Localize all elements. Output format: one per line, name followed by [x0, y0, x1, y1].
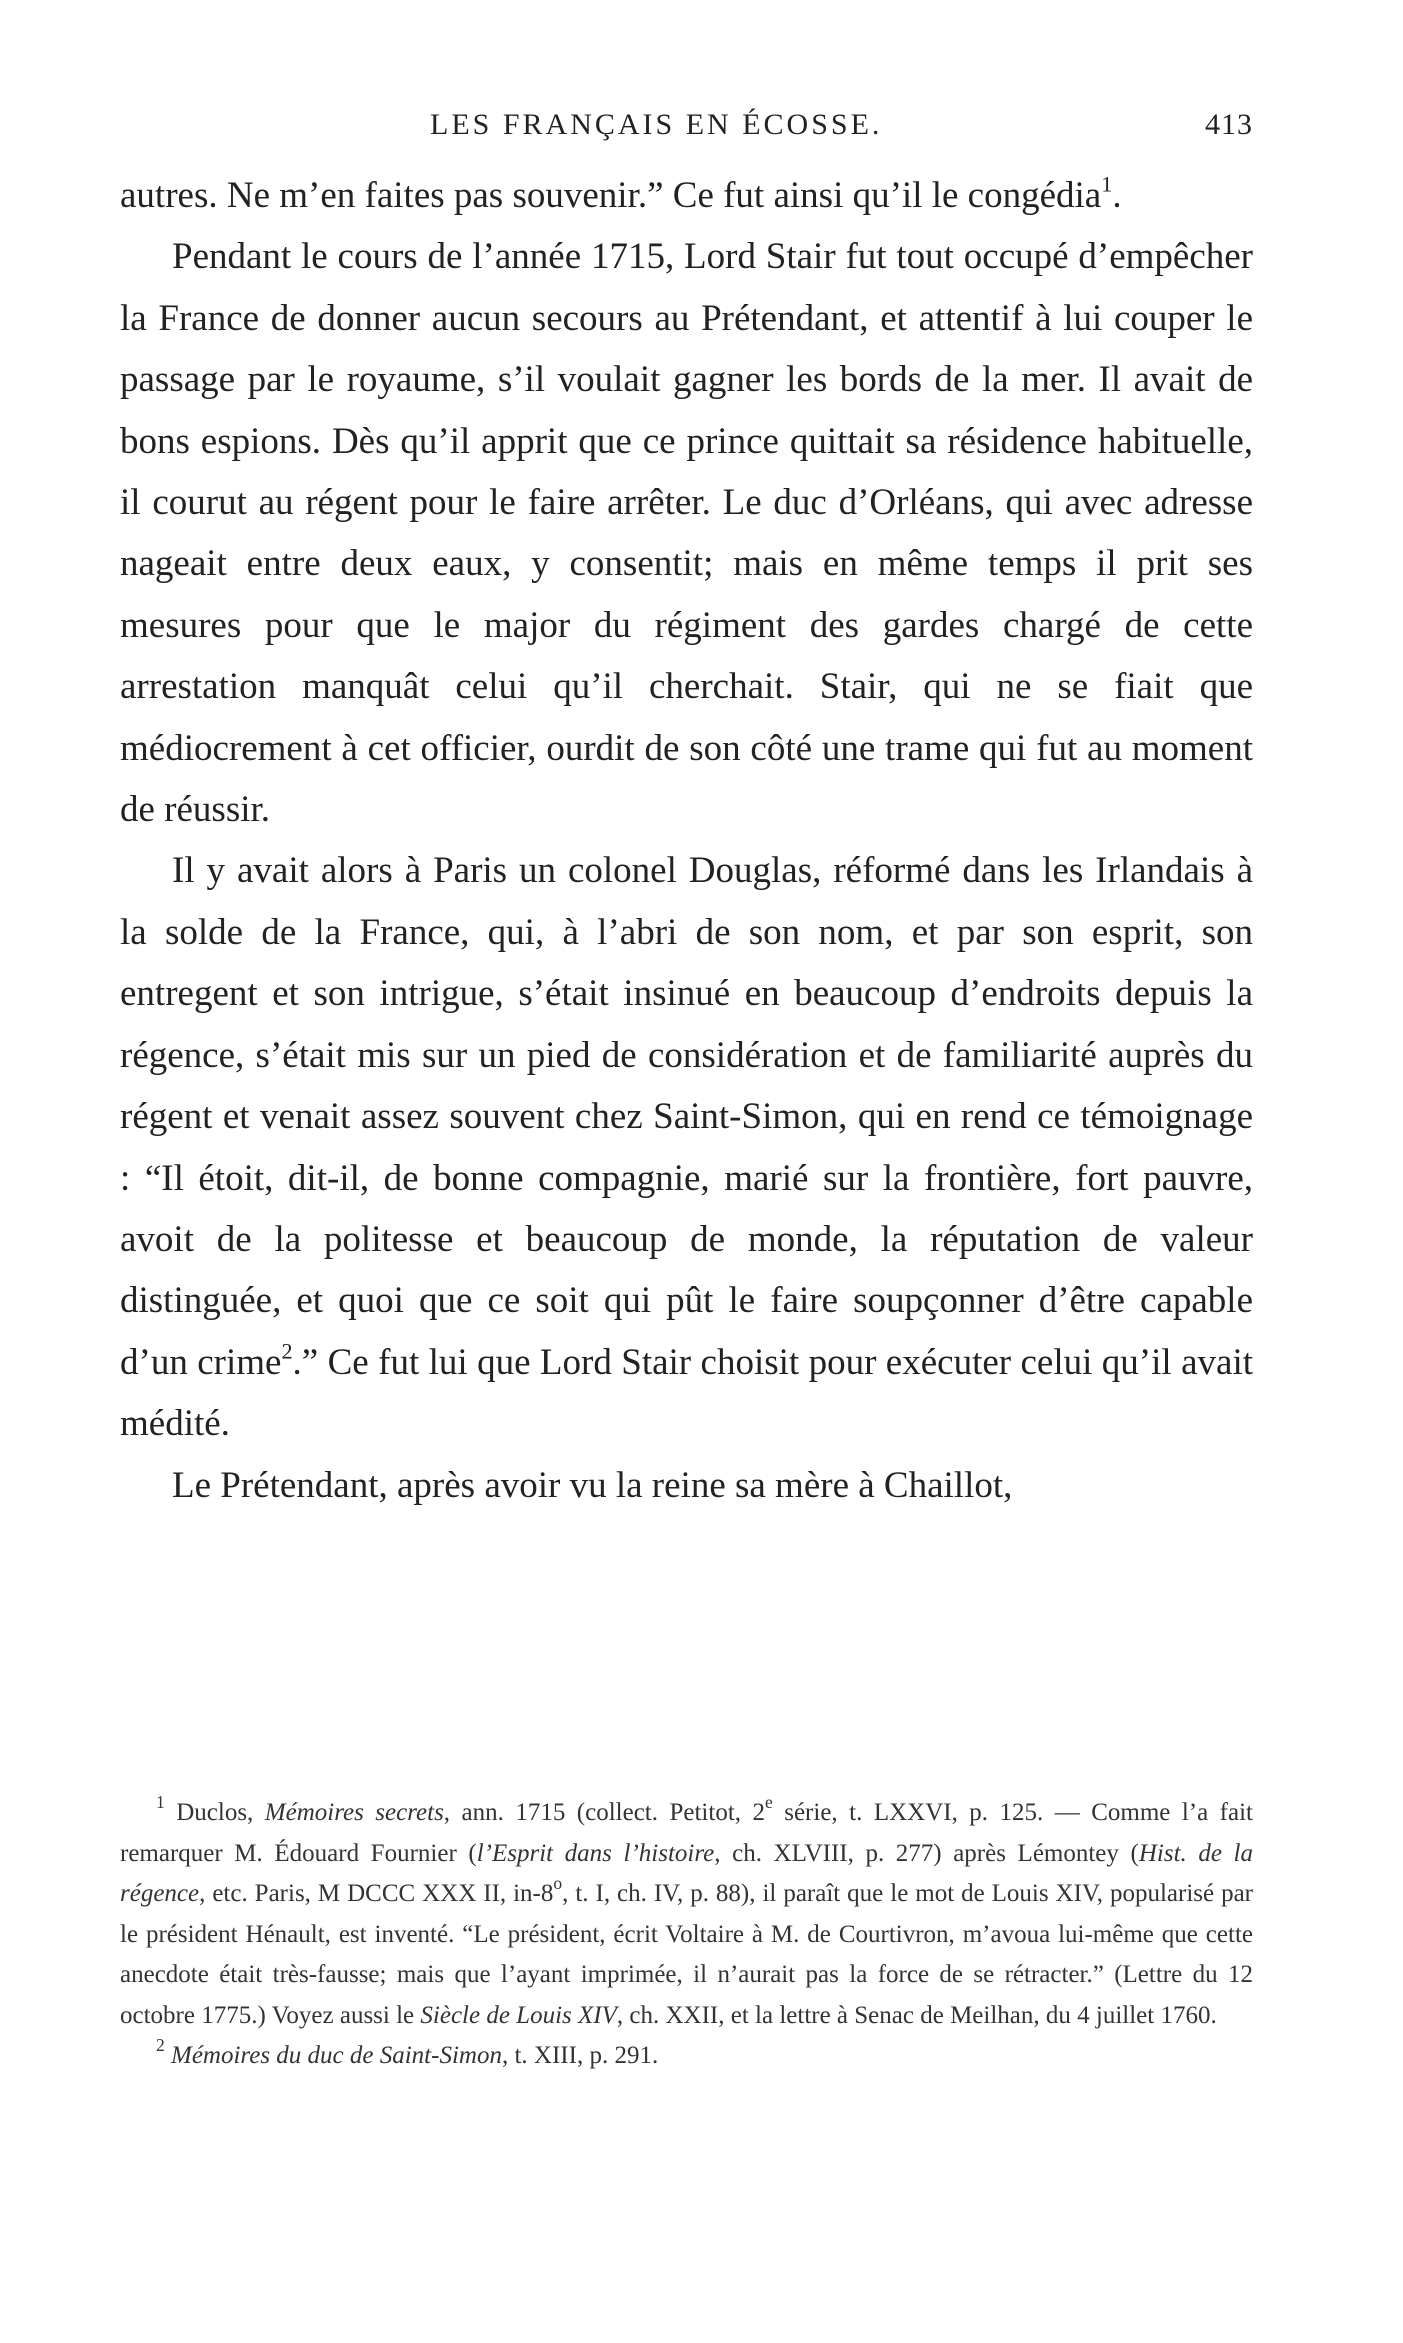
paragraph: Il y avait alors à Paris un colonel Douglas, réformé dans les Irlandais à la solde de la France, qui, à l’abri de son nom, et par son esprit, son entregent et son intrigue, s’était insinué en beaucoup d’endroits depuis la régence, s’était mis sur un pied de considération et de familiarité auprès du régent et venait assez souvent chez Saint-Simon, qui en rend ce témoignage : “Il étoit, dit-il, de bonne compagnie, marié sur la frontière, fort pauvre, avoit de la politesse et beaucoup de monde, la réputation de valeur distinguée, et quoi que ce soit qui pût le faire soupçonner d’être capable d’un crime$^2$.” Ce fut lui que Lord Stair choisit pour exécuter celui qu’il avait médité. — [120, 850, 1254, 1445]
paragraph-continued: autres. Ne m’en faites pas souvenir.” Ce fut ainsi qu’il le congédia$^1$. — [120, 171, 1122, 216]
footnote-ref-2: 2 — [281, 1338, 293, 1364]
paragraph: Pendant le cours de l’année 1715, Lord Stair fut tout occupé d’empêcher la France de donner aucun secours au Prétendant, et attentif à lui couper le passage par le royaume, s’il voulait gagner les bords de la mer. Il avait de bons espions. Dès qu’il apprit que ce prince quittait sa résidence habituelle, il courut au régent pour le faire arrêter. Le duc d’Orléans, qui avec adresse nageait entre deux eaux, y consentit; mais en même temps il prit ses mesures pour que le major du régiment des gardes chargé de cette arrestation manquât celui qu’il cherchait. Stair, qui ne se fiait que médiocrement à cet officier, ourdit de son côté une trame qui fut au moment de réussir. — [120, 236, 1253, 831]
page-number: 413 — [1205, 108, 1253, 141]
footnote-ref-1: 1 — [1101, 171, 1113, 197]
footnote-1: $^1$ Duclos, Mémoires secrets, ann. 1715 (collect. Petitot, 2e série, t. LXXVI, p. 125. — Comme l’a fait remarquer M. Édouard Fournier (l’Esprit dans l’histoire, ch. XLVIII, p. 277) après Lémontey (Hist. de la régence, etc. Paris, M DCCC XXX II, in-8$^o$, t. I, ch. IV, p. 88), il paraît que le mot de Louis XIV, popularisé par le président Hénault, est inventé. “Le président, écrit Voltaire à M. de Courtivron, m’avoua lui-même que cette anecdote était très-fausse; mais que l’ayant imprimée, il n’aurait pas la force de se rétracter.” (Lettre du 12 octobre 1775.) Voyez aussi le Siècle de Louis XIV, ch. XXII, et la lettre à Senac de Meilhan, du 4 juillet 1760. — [120, 1791, 1254, 2029]
footnote-mark: 2 — [156, 2034, 165, 2055]
running-title: LES FRANÇAIS EN ÉCOSSE. — [430, 108, 883, 141]
footnote-2: $^2$ Mémoires du duc de Saint-Simon, t. XIII, p. 291. — [156, 2034, 659, 2069]
main-text — [120, 165, 1253, 1516]
footnote-mark: 1 — [156, 1791, 165, 1812]
footnotes — [120, 1793, 1253, 2077]
paragraph: Le Prétendant, après avoir vu la reine sa mère à Chaillot, — [172, 1464, 1013, 1506]
running-header — [120, 108, 1253, 148]
